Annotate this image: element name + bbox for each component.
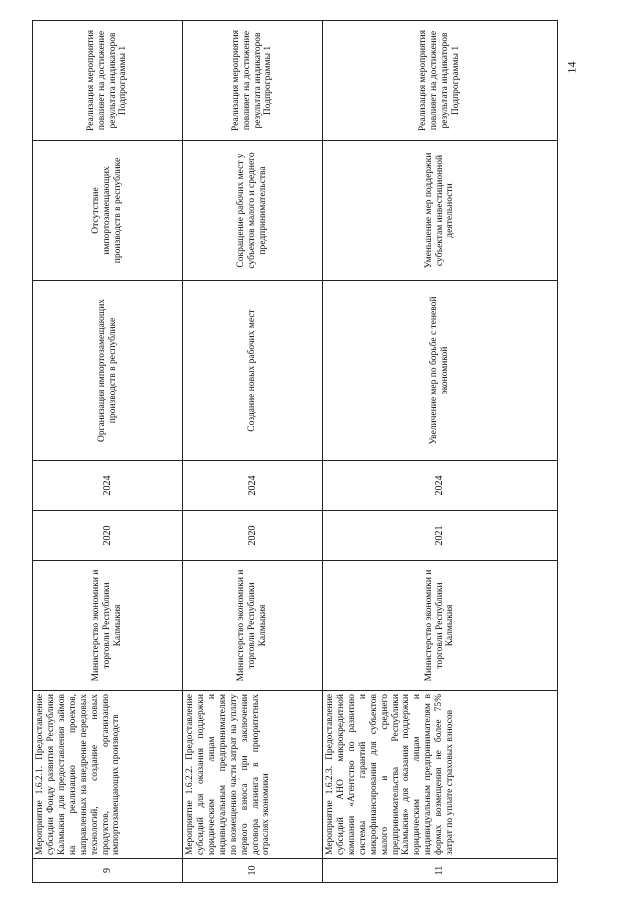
table-row: [323, 21, 558, 883]
end-year: 2024: [323, 461, 558, 511]
start-year: 2020: [33, 511, 183, 561]
expected-result: Создание новых рабочих мест: [183, 281, 323, 461]
page-number: 14: [564, 61, 579, 74]
responsible-executor: Министерство экономики и торговли Республики Калмыкия: [183, 561, 323, 691]
row-number: 9: [33, 859, 183, 883]
row-number: 10: [183, 859, 323, 883]
measure-description: Мероприятие 1.6.2.1. Предоставление субсидии Фонду развития Республики Калмыкия для предоставления займов на реализацию проектов, направленных на внедрение передовых технологий, создание новых продуктов, организацию импортозамещающих производств: [33, 691, 183, 859]
indicator-link: Реализация мероприятия повлияет на достижение результата индикаторов Подпрограммы 1: [323, 21, 558, 141]
expected-result: Увеличение мер по борьбе с теневой экономикой: [323, 281, 558, 461]
start-year: 2021: [323, 511, 558, 561]
measure-description: Мероприятие 1.6.2.2. Предоставление субсидий для оказания поддержки юридическим лицам и индивидуальным предпринимателям по возмещению части затрат на уплату первого взноса при заключении договора лизинга в приоритетных отраслях экономики: [183, 691, 323, 859]
indicator-link: Реализация мероприятия повлияет на достижение результата индикаторов Подпрограммы 1: [183, 21, 323, 141]
responsible-executor: Министерство экономики и торговли Республики Калмыкия: [323, 561, 558, 691]
row-number: 11: [323, 859, 558, 883]
responsible-executor: Министерство экономики и торговли Республики Калмыкия: [33, 561, 183, 691]
table-row: [183, 21, 323, 883]
non-implementation-consequence: Уменьшение мер поддержки субъектам инвестиционной деятельности: [323, 141, 558, 281]
table-row: [33, 21, 183, 883]
measures-table-container: [32, 21, 557, 883]
indicator-link: Реализация мероприятия повлияет на достижение результата индикаторов Подпрограммы 1: [33, 21, 183, 141]
expected-result: Организация импортозамещающих производств в республике: [33, 281, 183, 461]
measures-table: [32, 20, 558, 883]
non-implementation-consequence: Отсутствие импортозамещающих производств в республике: [33, 141, 183, 281]
non-implementation-consequence: Сокращение рабочих мест у субъектов малого и среднего предпринимательства: [183, 141, 323, 281]
end-year: 2024: [183, 461, 323, 511]
measure-description: Мероприятие 1.6.2.3. Предоставление субсидий АНО микрокредитной компании «Агентство по развитию системы гарантий и микрофинансирования для субъектов малого и среднего предпринимательства Республики Калмыкия» для оказания поддержки юридическим лицам и индивидуальным предпринимателям в формах возмещения не более 75% затрат по уплате страховых взносов: [323, 691, 558, 859]
end-year: 2024: [33, 461, 183, 511]
start-year: 2020: [183, 511, 323, 561]
